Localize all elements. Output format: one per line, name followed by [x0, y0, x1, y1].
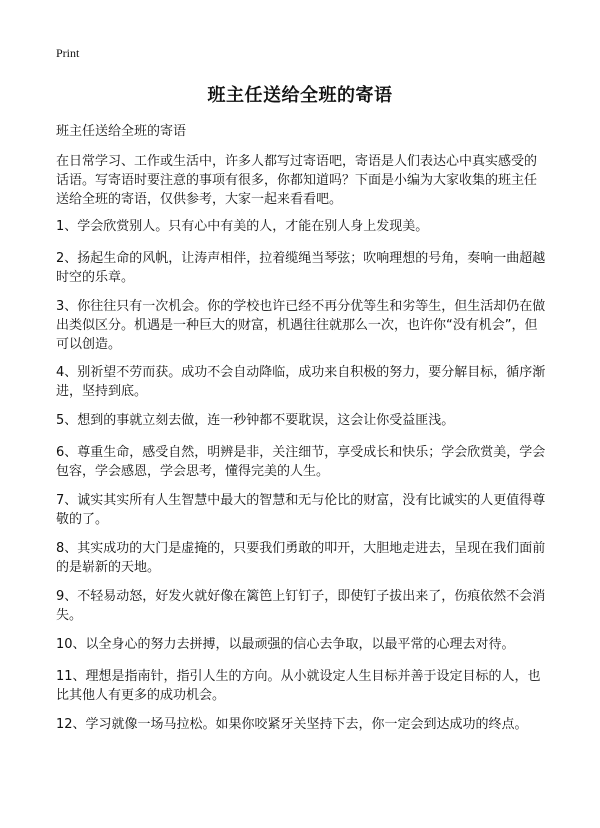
list-item-1: 1、学会欣赏别人。只有心中有美的人，才能在别人身上发现美。 [56, 219, 429, 234]
print-link[interactable]: Print [56, 46, 80, 60]
list-item-10: 10、以全身心的努力去拼搏，以最顽强的信心去争取，以最平常的心理去对待。 [56, 637, 515, 652]
list-item-5: 5、想到的事就立刻去做，连一秒钟都不要耽误，这会让你受益匪浅。 [56, 413, 455, 428]
page-title: 班主任送给全班的寄语 [207, 85, 393, 106]
list-item-8: 8、其实成功的大门是虚掩的，只要我们勇敢的叩开，大胆地走进去，呈现在我们面前的是崭新的天地。 [56, 541, 546, 575]
list-item-2: 2、扬起生命的风帆，让涛声相伴，拉着缆绳当琴弦；吹响理想的号角，奏响一曲超越时空的乐章。 [56, 251, 546, 285]
list-item-7: 7、诚实其实所有人生智慧中最大的智慧和无与伦比的财富，没有比诚实的人更值得尊敬的了。 [56, 493, 546, 527]
intro-paragraph: 在日常学习、工作或生活中，许多人都写过寄语吧，寄语是人们表达心中真实感受的话语。写寄语时要注意的事项有很多，你都知道吗？下面是小编为大家收集的班主任送给全班的寄语，仅供参考，大家一起来看看吧。 [56, 154, 538, 207]
list-item-12: 12、学习就像一场马拉松。如果你咬紧牙关坚持下去，你一定会到达成功的终点。 [56, 717, 528, 732]
list-item-9: 9、不轻易动怒，好发火就好像在篱笆上钉钉子，即使钉子拔出来了，伤痕依然不会消失。 [56, 589, 546, 623]
list-item-4: 4、别祈望不劳而获。成功不会自动降临，成功来自积极的努力，要分解目标，循序渐进，坚持到底。 [56, 365, 546, 399]
list-item-11: 11、理想是指南针，指引人生的方向。从小就设定人生目标并善于设定目标的人，也比其他人有更多的成功机会。 [56, 669, 541, 703]
list-item-3: 3、你往往只有一次机会。你的学校也许已经不再分优等生和劣等生，但生活却仍在做出类似区分。机遇是一种巨大的财富，机遇往往就那么一次，也许你“没有机会”，但可以创造。 [56, 299, 546, 352]
list-item-6: 6、尊重生命，感受自然，明辨是非，关注细节，享受成长和快乐；学会欣赏美，学会包容，学会感恩，学会思考，懂得完美的人生。 [56, 445, 546, 479]
article-subtitle: 班主任送给全班的寄语 [56, 124, 187, 139]
